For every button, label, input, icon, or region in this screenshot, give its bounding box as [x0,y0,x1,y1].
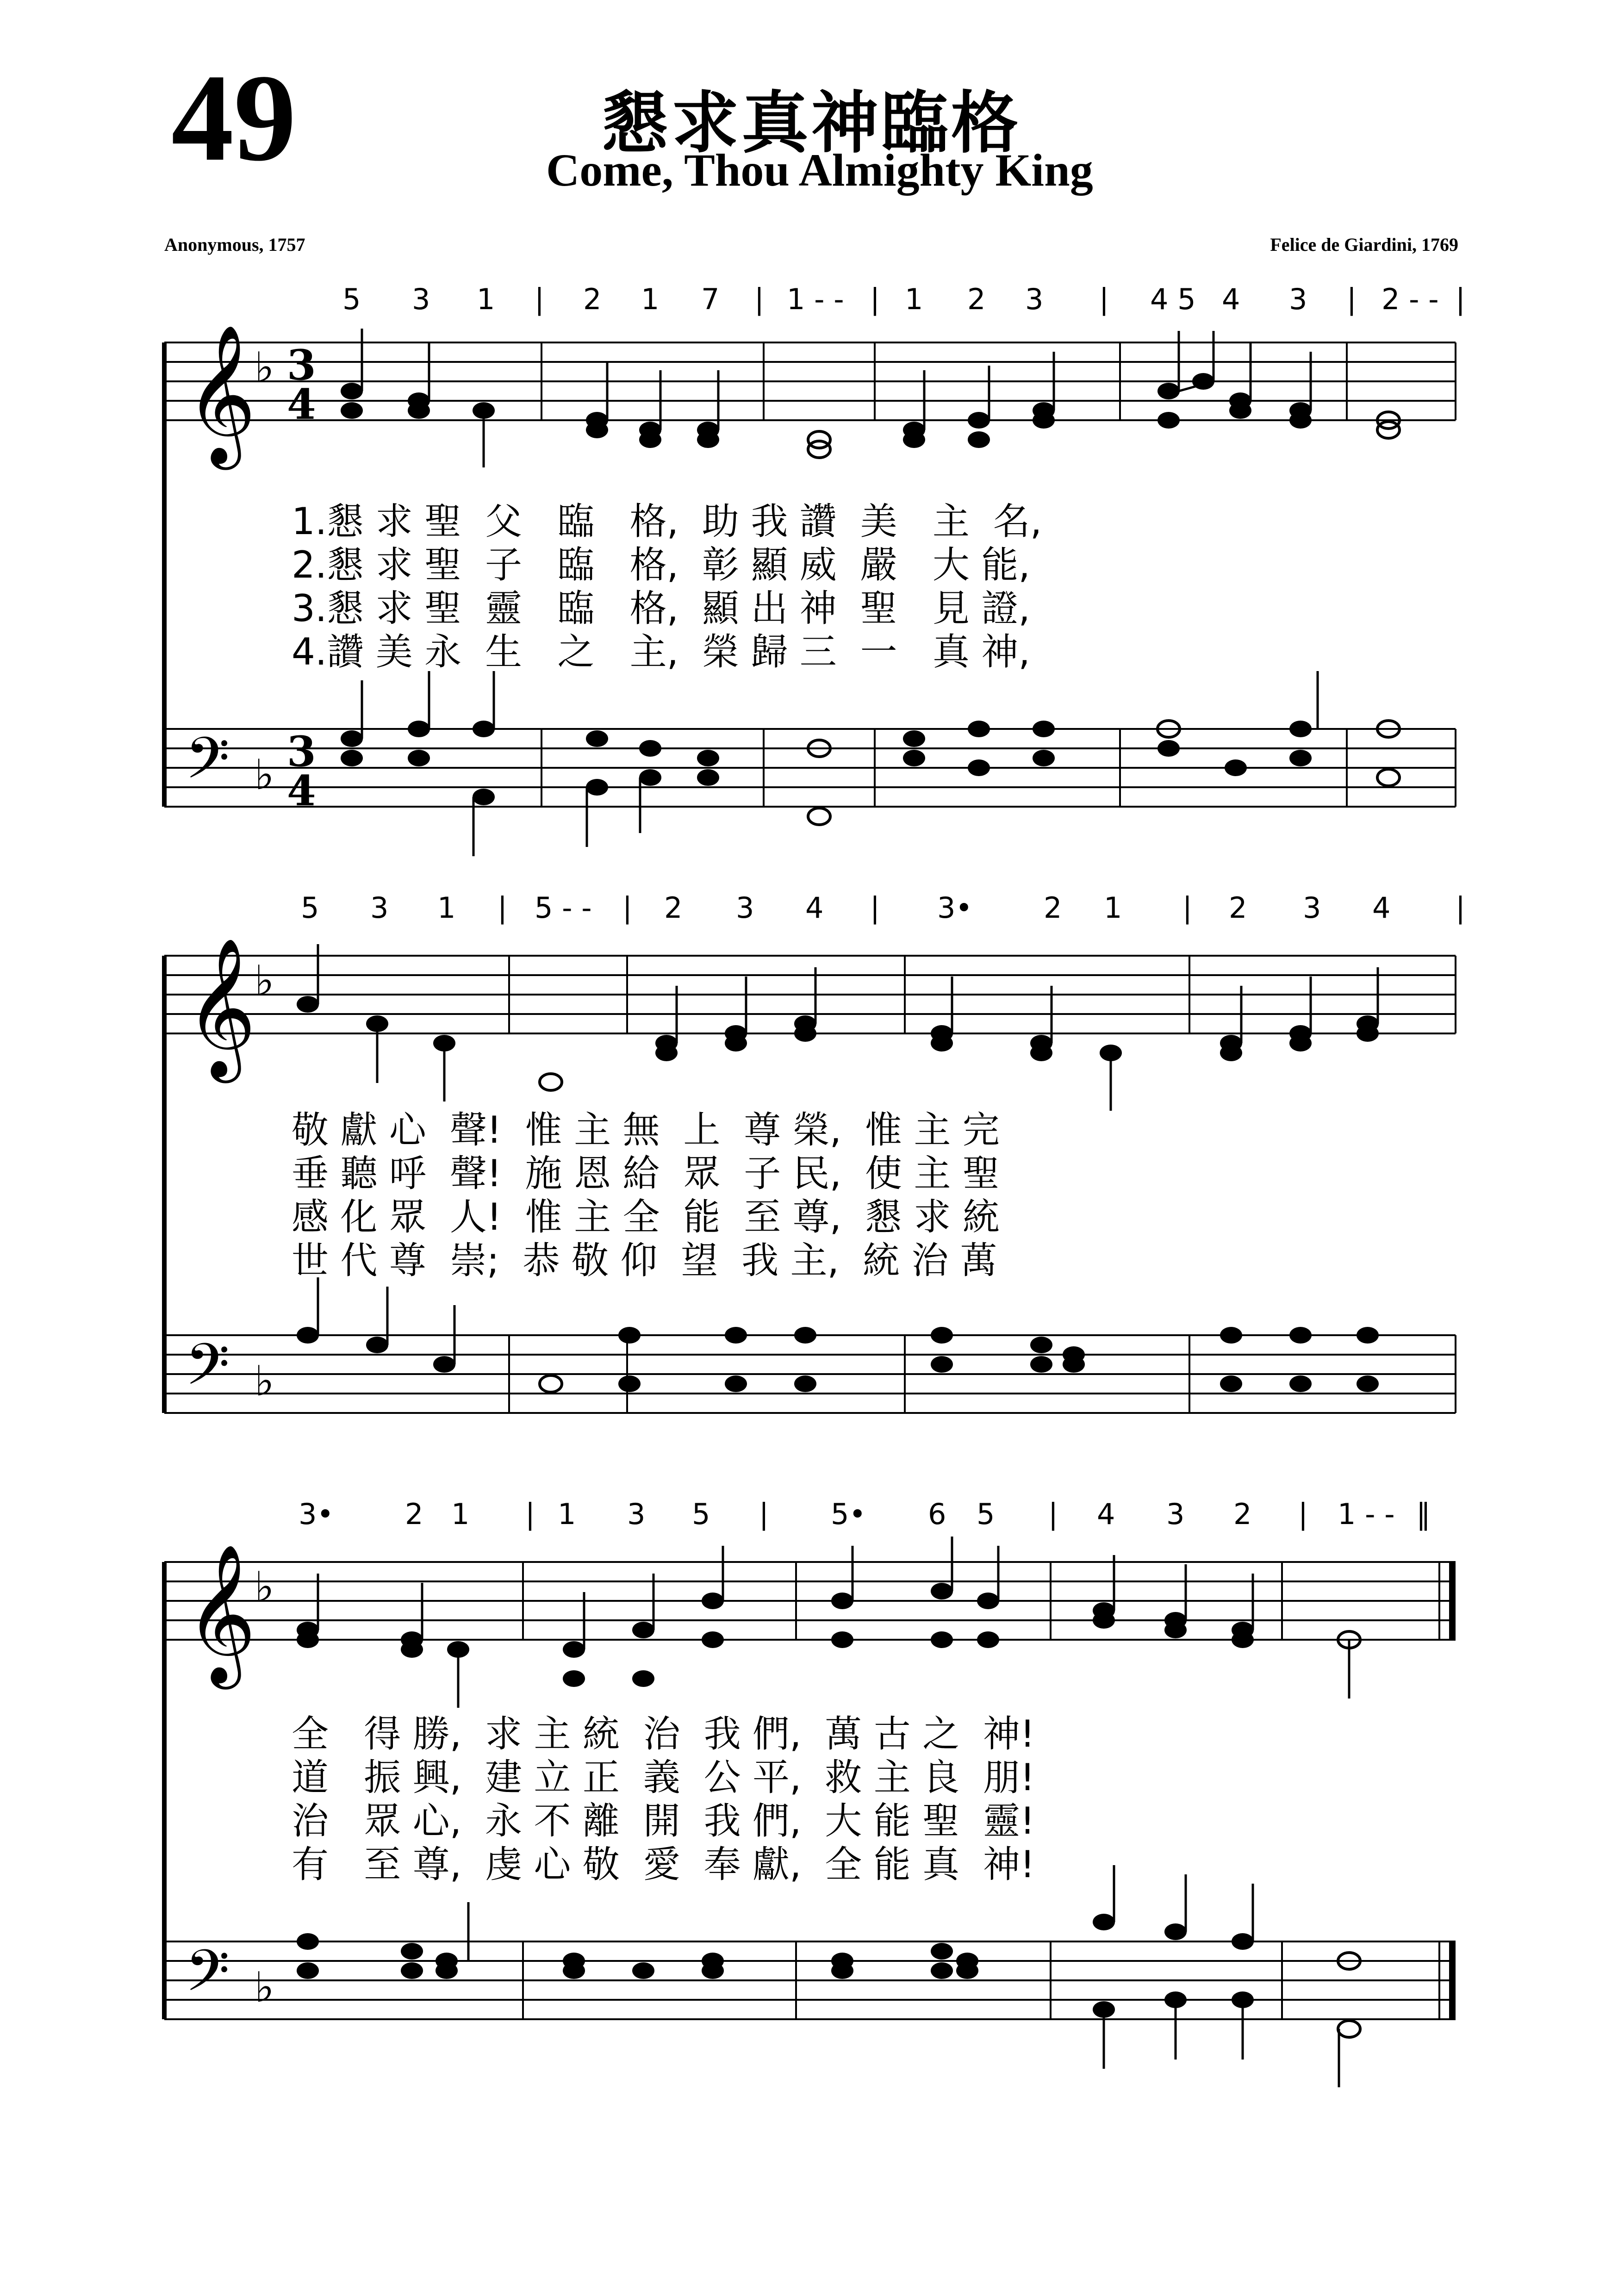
num: 1 [641,282,660,316]
barline: | [1347,282,1357,316]
num: 7 [701,282,720,316]
num: 5 [692,1497,710,1531]
lyric-verse-4: 4.讚 美 永 生 之 主, 榮 歸 三 一 真 神, [292,630,1030,673]
lyric-verse-1: 敬 獻 心 聲! 惟 主 無 上 尊 榮, 惟 主 完 [292,1108,1000,1151]
num: 6 [928,1497,946,1531]
time-signature: 4 [287,766,316,815]
num: 4 5 [1150,282,1196,316]
num: 3 [1025,282,1044,316]
num: 4 [1222,282,1240,316]
num: 1 [477,282,495,316]
lyric-verse-4: 世 代 尊 崇; 恭 敬 仰 望 我 主, 統 治 萬 [292,1239,997,1282]
num: 1 [558,1497,576,1531]
treble-staff-3 [164,1562,1456,1640]
flat-icon: ♭ [255,1563,274,1612]
flat-icon: ♭ [255,1357,274,1406]
hymn-title-chinese: 懇求真神臨格 [602,84,1021,162]
num: 3 [1166,1497,1185,1531]
num: 1 - - [787,282,844,316]
treble-clef-icon: 𝄞 [185,1543,256,1683]
flat-icon: ♭ [255,1963,274,2012]
num: 1 [905,282,923,316]
num: 3 [1303,891,1321,925]
lyric-verse-2: 2.懇 求 聖 子 臨 格, 彰 顯 威 嚴 大 能, [292,543,1030,586]
num: 3 [627,1497,646,1531]
lyric-verse-3: 治 眾 心, 永 不 離 開 我 們, 大 能 聖 靈! [292,1799,1035,1842]
bass-staff-2 [164,1335,1456,1413]
num: 5 [301,891,319,925]
num: 4 [1097,1497,1115,1531]
num: 2 - - [1382,282,1439,316]
lyric-verse-1: 全 得 勝, 求 主 統 治 我 們, 萬 古 之 神! [292,1712,1035,1755]
hymn-title-english: Come, Thou Almighty King [546,144,1093,196]
barline: | [870,891,880,925]
barline: ‖ [1416,1497,1431,1531]
barline: | [1298,1497,1308,1531]
num: 2 [664,891,683,925]
barline: | [535,282,544,316]
bass-clef-icon: 𝄢 [185,725,230,806]
music-credit: Felice de Giardini, 1769 [1270,234,1458,255]
num: 3 [412,282,430,316]
num: 2 [1229,891,1247,925]
num: 5 [977,1497,995,1531]
num: 4 [805,891,824,925]
lyric-verse-1: 1.懇 求 聖 父 臨 格, 助 我 讚 美 主 名, [292,500,1042,543]
barline: | [525,1497,535,1531]
num: 5 - - [535,891,592,925]
num: 2 [405,1497,423,1531]
barline: | [759,1497,769,1531]
treble-clef-icon: 𝄞 [185,937,256,1077]
num: 3• [299,1497,334,1531]
num: 1 [1104,891,1122,925]
treble-clef-icon: 𝄞 [185,324,256,464]
flat-icon: ♭ [255,751,274,799]
num: 3• [937,891,973,925]
num: 2 [1233,1497,1252,1531]
num: 3 [1289,282,1307,316]
num: 5 [342,282,361,316]
lyric-verse-3: 感 化 眾 人! 惟 主 全 能 至 尊, 懇 求 統 [292,1195,1000,1238]
lyric-verse-2: 垂 聽 呼 聲! 施 恩 給 眾 子 民, 使 主 聖 [292,1152,1000,1195]
barline: | [1456,282,1465,316]
barline: | [498,891,507,925]
note-heads [297,373,1400,2037]
words-credit: Anonymous, 1757 [164,234,305,255]
lyric-verse-4: 有 至 尊, 虔 心 敬 愛 奉 獻, 全 能 真 神! [292,1843,1035,1886]
lyric-verse-3: 3.懇 求 聖 靈 臨 格, 顯 出 神 聖 見 證, [292,587,1030,630]
num: 4 [1372,891,1391,925]
num: 5• [831,1497,866,1531]
num: 2 [583,282,602,316]
lyric-verse-2: 道 振 興, 建 立 正 義 公 平, 救 主 良 朋! [292,1756,1035,1799]
bass-staff-3 [164,1941,1456,2019]
num: 3 [736,891,754,925]
barline: | [870,282,880,316]
barline: | [754,282,764,316]
num: 1 - - [1338,1497,1395,1531]
barline: | [1182,891,1192,925]
barline: | [1048,1497,1058,1531]
bass-clef-icon: 𝄢 [185,1938,230,2018]
hymn-number: 49 [171,49,296,187]
barline: | [1099,282,1109,316]
barline: | [622,891,632,925]
barline: | [1456,891,1465,925]
time-signature: 4 [287,380,316,429]
num: 3 [370,891,389,925]
time-signature: 3 [287,341,316,390]
bass-clef-icon: 𝄢 [185,1332,230,1412]
num: 2 [967,282,986,316]
num: 1 [437,891,456,925]
num: 2 [1044,891,1062,925]
time-signature: 3 [287,727,316,776]
flat-icon: ♭ [255,957,274,1005]
flat-icon: ♭ [255,343,274,392]
num: 1 [451,1497,470,1531]
